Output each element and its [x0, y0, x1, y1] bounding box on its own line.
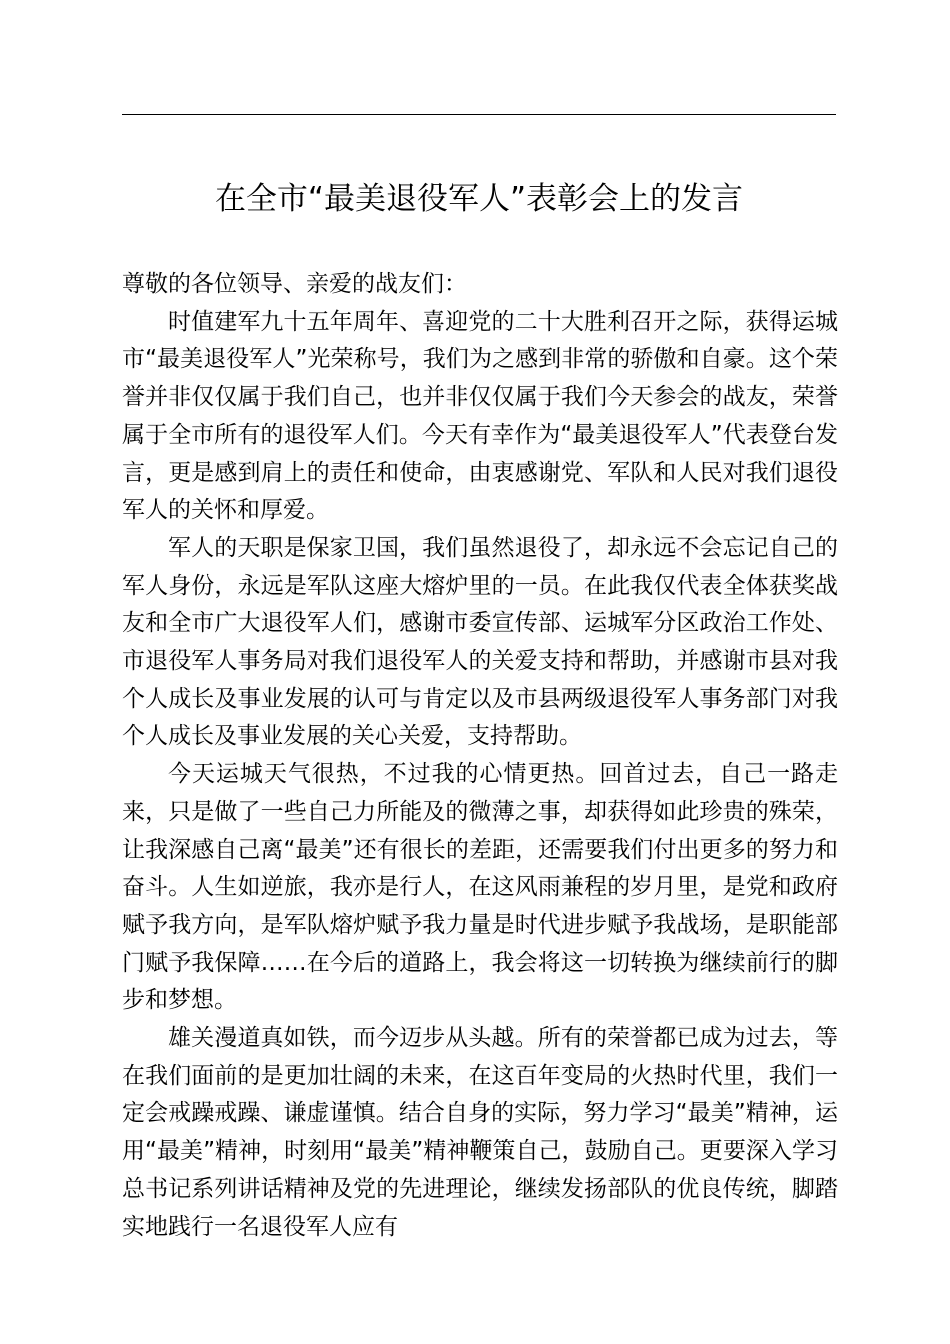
paragraph-1: 时值建军九十五年周年、喜迎党的二十大胜利召开之际，获得运城市“最美退役军人”光荣称号，我们为之感到非常的骄傲和自豪。这个荣誉并非仅仅属于我们自己，也并非仅仅属于我们今天参会的战友，荣誉属于全市所有的退役军人们。今天有幸作为“最美退役军人”代表登台发言，更是感到肩上的责任和使命，由衷感谢党、军队和人民对我们退役军人的关怀和厚爱。	[122, 308, 838, 524]
document-title: 在全市“最美退役军人”表彰会上的发言	[214, 181, 744, 217]
header-rule	[122, 114, 836, 115]
salutation: 尊敬的各位领导、亲爱的战友们：	[122, 271, 467, 297]
paragraph-4: 雄关漫道真如铁，而今迈步从头越。所有的荣誉都已成为过去，等在我们面前的是更加壮阔的未来，在这百年变局的火热时代里，我们一定会戒躁戒躁、谦虚谨慎。结合自身的实际，努力学习“最美”精神，运用“最美”精神，时刻用“最美”精神鞭策自己，鼓励自己。更要深入学习总书记系列讲话精神及党的先进理论，继续发扬部队的优良传统，脚踏实地践行一名退役军人应有	[122, 1025, 838, 1240]
paragraph-2: 军人的天职是保家卫国，我们虽然退役了，却永远不会忘记自己的军人身份，永远是军队这座大熔炉里的一员。在此我仅代表全体获奖战友和全市广大退役军人们，感谢市委宣传部、运城军分区政治工作处、市退役军人事务局对我们退役军人的关爱支持和帮助，并感谢市县对我个人成长及事业发展的认可与肯定以及市县两级退役军人事务部门对我个人成长及事业发展的关心关爱，支持帮助。	[122, 534, 838, 750]
document-body	[122, 266, 838, 1246]
paragraph-3: 今天运城天气很热，不过我的心情更热。回首过去，自己一路走来，只是做了一些自己力所能及的微薄之事，却获得如此珍贵的殊荣，让我深感自己离“最美”还有很长的差距，还需要我们付出更多的努力和奋斗。人生如逆旅，我亦是行人，在这风雨兼程的岁月里，是党和政府赋予我方向，是军队熔炉赋予我力量是时代进步赋予我战场，是职能部门赋予我保障……在今后的道路上，我会将这一切转换为继续前行的脚步和梦想。	[122, 761, 838, 1014]
